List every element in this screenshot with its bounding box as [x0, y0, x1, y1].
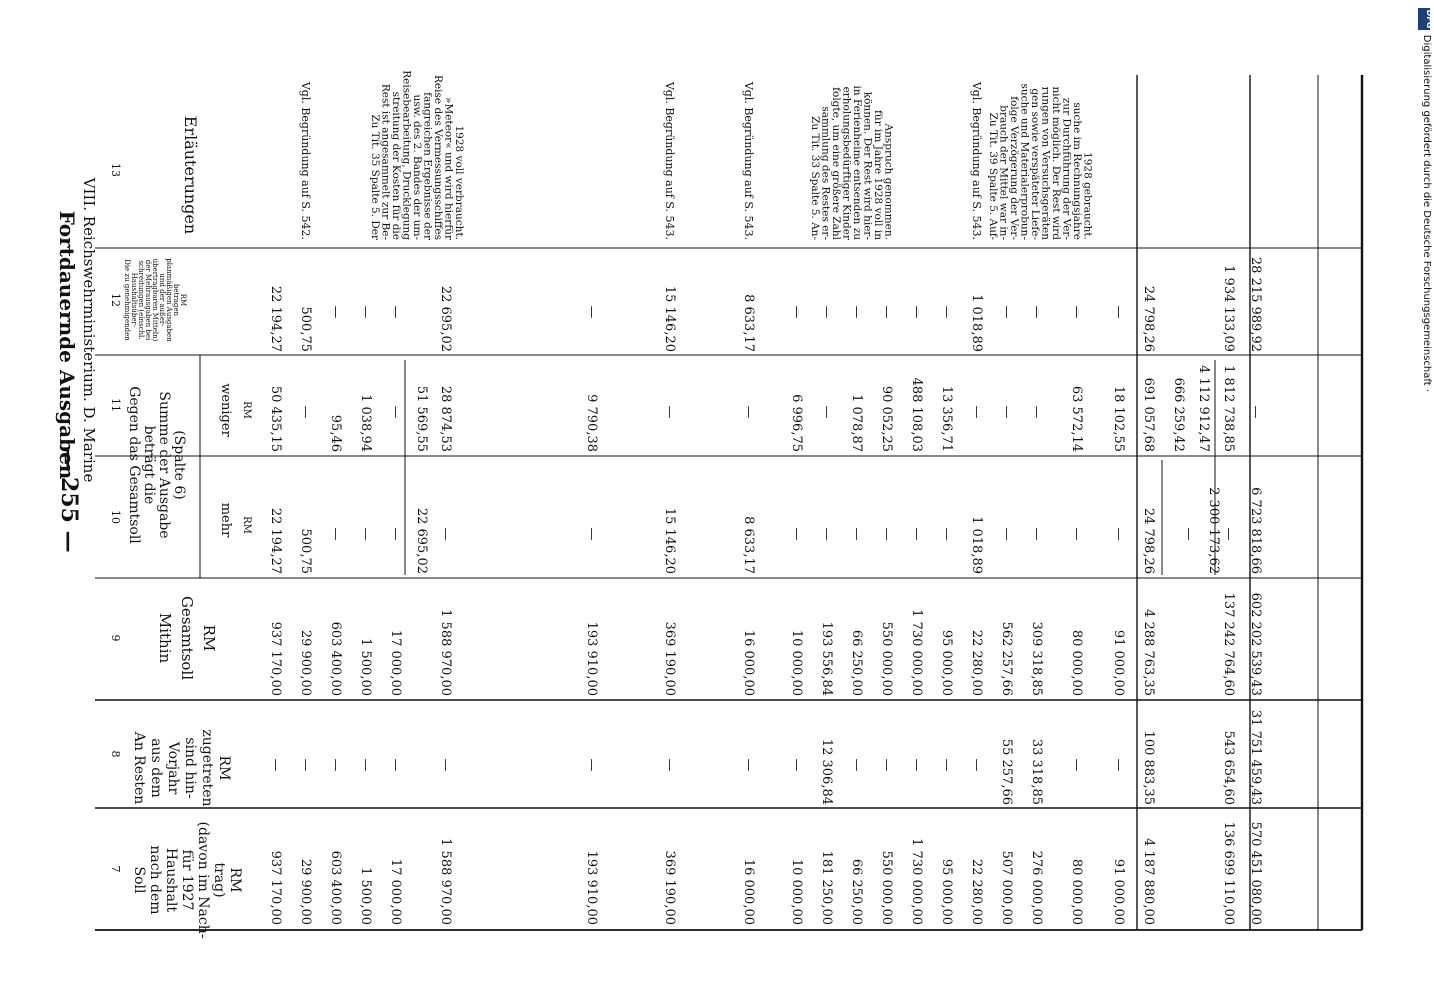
cell-soll: 66 250,00 [849, 858, 864, 925]
cell-weniger: — [388, 405, 403, 419]
row-note: Vgl. Begründung auf S. 543. [970, 81, 983, 240]
cell-reste: — [388, 758, 403, 772]
total-mehr: — [1221, 527, 1236, 541]
cell-mehr: 8 633,17 [741, 516, 756, 574]
total-soll: 4 187 880,00 [1141, 838, 1156, 925]
total-weniger: 1 812 738,85 [1221, 365, 1236, 452]
col7-header-line: Haushalt [163, 847, 179, 913]
cell-reste: — [328, 758, 343, 772]
cell-mehr: — [388, 527, 403, 541]
total-reste: 543 654,60 [1221, 730, 1236, 805]
note-tit39-line: 1928 gebraucht. [1081, 152, 1094, 240]
cell-soll: 603 400,00 [328, 850, 343, 925]
total-ueber: 24 798,26 [1141, 285, 1156, 352]
note-tit33-line: in Ferienheime entsenden zu [851, 85, 863, 240]
cell-mehr: — [849, 527, 864, 541]
cell-mehr: — [358, 527, 373, 541]
col9-header-line: Gesamtsoll [178, 595, 196, 681]
col7-header-line: nach dem [147, 845, 163, 915]
cell-gesamt: 29 900,00 [298, 629, 313, 696]
note-tit39-line: suche im Rechnungsjahre [1071, 102, 1083, 240]
cell-gesamt: 66 250,00 [849, 629, 864, 696]
cell-reste: — [879, 758, 894, 772]
cell-mehr: — [438, 527, 453, 541]
col9-header-line: RM [200, 624, 218, 652]
col8-header-line: RM [216, 755, 232, 781]
column-number: 13 [109, 163, 122, 177]
col10-header-line: beträgt die [141, 425, 157, 505]
cell-reste: — [909, 758, 924, 772]
cell-gesamt: 603 400,00 [328, 621, 343, 696]
cell-gesamt: 1 500,00 [358, 638, 373, 696]
column-number: 11 [109, 398, 122, 412]
cell-soll: 1 500,00 [358, 867, 373, 925]
cell-reste: — [741, 758, 756, 772]
note-tit33-line: für im Jahre 1928 voll in [872, 110, 884, 240]
note-tit33-line: Anspruch genommen. [882, 123, 895, 240]
cell-mehr: — [1069, 527, 1084, 541]
total-reste: 100 883,35 [1141, 730, 1156, 805]
cell-soll: 276 000,00 [1029, 850, 1044, 925]
total-ueber: 28 215 989,92 [1248, 256, 1263, 352]
cell-weniger: 50 435,15 [268, 385, 283, 452]
col12-header-line: schreitungen (einschl. [137, 260, 145, 340]
note-tit39-line: gen sowie verspäteter Liefe- [1029, 88, 1041, 240]
cell-ueber: — [1069, 305, 1084, 319]
cell-mehr: 1 018,89 [969, 516, 984, 574]
note-tit35-line: 1928 voll verbraucht. [453, 125, 465, 240]
cell-weniger: — [999, 405, 1014, 419]
col8-header-line: zugetreten [199, 729, 215, 807]
brace-mehr-total: 22 695,02 [414, 507, 429, 574]
cell-soll: 10 000,00 [789, 858, 804, 925]
total-mehr-b: 2 300 173,62 [1206, 487, 1221, 574]
cell-mehr: — [789, 527, 804, 541]
cell-mehr: — [909, 527, 924, 541]
col8-header-line: aus dem [148, 738, 164, 798]
cell-weniger: 13 356,71 [939, 385, 954, 452]
cell-reste: 33 318,85 [1029, 738, 1044, 805]
cell-soll: 1 730 000,00 [909, 838, 924, 925]
note-tit35-line: Reisebearbeitung, Drucklegung [400, 70, 413, 240]
cell-weniger: — [662, 405, 677, 419]
col10-header-line: Summe der Ausgabe [156, 391, 172, 539]
total-mehr: 24 798,26 [1141, 507, 1156, 574]
note-tit39-line: suche und Materialerprobun- [1018, 83, 1031, 240]
cell-weniger: 9 790,38 [584, 394, 599, 452]
note-tit35-line: Zu Tit. 35 Spalte 5. Der [369, 114, 381, 240]
cell-gesamt: 309 318,85 [1029, 621, 1044, 696]
cell-gesamt: 369 190,00 [662, 621, 677, 696]
total-gesamt: 4 288 763,35 [1141, 609, 1156, 696]
total-ueber: 1 934 133,09 [1221, 265, 1236, 352]
cell-ueber: 8 633,17 [741, 294, 756, 352]
cell-reste: — [298, 758, 313, 772]
cell-ueber: — [999, 305, 1014, 319]
col7-header-line: (davon im Nach- [195, 821, 211, 939]
cell-soll: 937 170,00 [268, 850, 283, 925]
cell-weniger: 90 052,25 [879, 385, 894, 452]
cell-ueber: — [1111, 305, 1126, 319]
cell-weniger: 63 572,14 [1069, 385, 1084, 452]
cell-gesamt: 80 000,00 [1069, 629, 1084, 696]
col12-header-line: planmäßigen Ausgaben [165, 258, 173, 342]
cell-reste: 55 257,66 [999, 738, 1014, 805]
col12-header-line: Haushaltsüber- [130, 272, 138, 328]
cell-gesamt: 937 170,00 [268, 621, 283, 696]
total-gesamt: 137 242 764,60 [1221, 592, 1236, 696]
cell-mehr: — [999, 527, 1014, 541]
cell-gesamt: 22 280,00 [969, 629, 984, 696]
cell-gesamt: 91 000,00 [1111, 629, 1126, 696]
total-weniger-a: 666 259,42 [1171, 377, 1186, 452]
note-tit39-line: nicht möglich. Der Rest wird [1050, 86, 1062, 240]
cell-ueber: — [909, 305, 924, 319]
col10-subheader: RM [241, 516, 252, 534]
note-tit39-line: brauch der Mittel war in- [997, 105, 1010, 240]
cell-ueber: 22 194,27 [268, 285, 283, 352]
cell-soll: 91 000,00 [1111, 858, 1126, 925]
note-tit35-line: Rest ist angesammelt zur Be- [379, 83, 392, 240]
cell-soll: 29 900,00 [298, 858, 313, 925]
sheet-heading: Fortdauernde Ausgaben [55, 210, 79, 480]
column-number: 12 [109, 293, 122, 307]
cell-mehr: — [584, 527, 599, 541]
cell-mehr: 22 194,27 [268, 507, 283, 574]
cell-soll: 507 000,00 [999, 850, 1014, 925]
cell-soll: 80 000,00 [1069, 858, 1084, 925]
column-number: 9 [109, 634, 122, 642]
cell-reste: — [969, 758, 984, 772]
total-weniger-b: 4 112 912,47 [1196, 365, 1211, 452]
note-tit39-line: rungen von Versuchsgeräten [1039, 86, 1052, 240]
sheet-subheading: VIII. Reichswehrministerium. D. Marine [80, 177, 98, 483]
cell-ueber: 1 018,89 [969, 294, 984, 352]
cell-ueber: — [939, 305, 954, 319]
cell-ueber: — [358, 305, 373, 319]
cell-soll: 369 190,00 [662, 850, 677, 925]
col10-subheader: mehr [218, 502, 233, 538]
cell-ueber: 15 146,20 [662, 285, 677, 352]
col8-header-line: sind hin- [182, 737, 198, 799]
col11-subheader: RM [241, 401, 252, 419]
cell-ueber: — [388, 305, 403, 319]
col8-header-line: Vorjahr [165, 741, 181, 795]
cell-weniger: 488 108,03 [909, 377, 924, 452]
cell-ueber: — [849, 305, 864, 319]
cell-soll: 550 000,00 [879, 850, 894, 925]
total-gesamt: 602 202 539,43 [1248, 592, 1263, 696]
cell-soll: 17 000,00 [388, 858, 403, 925]
note-tit39-line: Zu Tit. 39 Spalte 5. Auf- [987, 112, 999, 240]
cell-ueber: — [1029, 305, 1044, 319]
cell-weniger: 1 038,94 [358, 394, 373, 452]
cell-ueber: — [328, 305, 343, 319]
cell-weniger: 18 102,55 [1111, 385, 1126, 452]
cell-reste: — [849, 758, 864, 772]
col7-header-line: Soll [131, 866, 147, 894]
column-number: 8 [109, 750, 122, 758]
cell-reste: — [1069, 758, 1084, 772]
col7-header-line: für 1927 [179, 849, 195, 911]
cell-gesamt: 17 000,00 [388, 629, 403, 696]
col7-header-line: trag) [211, 862, 227, 898]
cell-weniger: — [819, 405, 834, 419]
note-tit35-line: streitung der Kosten für die [390, 91, 402, 240]
note-tit35-line: fangreichen Ergebnisse der [421, 92, 434, 240]
cell-weniger: 6 996,75 [789, 394, 804, 452]
note-tit33-line: sammlung des Restes er- [819, 106, 832, 240]
col9-header-line: Mithin [156, 612, 174, 664]
col12-header-line: übertragbaren Mitteln) [151, 258, 159, 342]
cell-ueber: — [879, 305, 894, 319]
cell-reste: — [1111, 758, 1126, 772]
column-number: 10 [109, 510, 122, 524]
cell-weniger: — [1029, 405, 1044, 419]
cell-mehr: — [1029, 527, 1044, 541]
brace-weniger-total: 51 569,55 [414, 385, 429, 452]
cell-soll: 95 000,00 [939, 858, 954, 925]
cell-ueber: 22 695,02 [438, 285, 453, 352]
note-tit35-line: »Meteor« und wird hierfür [442, 97, 455, 240]
note-tit39-line: zur Durchführung der Ver- [1060, 97, 1073, 240]
cell-soll: 22 280,00 [969, 858, 984, 925]
note-tit35-line: Reise des Vermessungsschiffes [432, 75, 444, 240]
cell-mehr: — [1111, 527, 1126, 541]
cell-reste: — [789, 758, 804, 772]
cell-reste: — [268, 758, 283, 772]
cell-reste: — [438, 758, 453, 772]
cell-gesamt: 95 000,00 [939, 629, 954, 696]
cell-weniger: 1 078,87 [849, 394, 864, 452]
cell-weniger: — [969, 405, 984, 419]
cell-mehr: — [879, 527, 894, 541]
column-number: 7 [109, 865, 122, 873]
cell-reste: 12 306,84 [819, 738, 834, 805]
col13-header: Erläuterungen [181, 115, 200, 235]
note-tit33-line: Zu Tit. 33 Spalte 5. An- [809, 116, 821, 240]
note-tit33-line: erholungsbedürftiger Kinder [840, 86, 853, 240]
col12-header-line: der Mehrausgaben bei [144, 259, 152, 341]
note-tit35-line: usw. des 2. Bandes der um- [411, 94, 423, 240]
cell-gesamt: 193 556,84 [819, 621, 834, 696]
col12-header-line: RM [179, 293, 187, 307]
dfg-logo-text: DFG [1425, 9, 1434, 29]
digitization-note: Digitalisierung gefördert durch die Deutsche Forschungsgemeinschaft · [1421, 34, 1432, 392]
cell-mehr: 500,75 [298, 528, 313, 574]
col12-header-line: betragen [172, 283, 180, 317]
col12-header-line: und der außer- [158, 273, 166, 327]
cell-gesamt: 562 257,66 [999, 621, 1014, 696]
cell-mehr: — [819, 527, 834, 541]
note-tit39-line: folge Verzögerung der Ver- [1008, 96, 1020, 240]
col7-header-line: RM [227, 867, 243, 893]
cell-weniger: 95,46 [328, 414, 343, 452]
col12-header-line: Die zu genehmigenden [123, 259, 131, 341]
total-mehr: 6 723 818,66 [1248, 487, 1263, 574]
cell-soll: 181 250,00 [819, 850, 834, 925]
cell-weniger: — [741, 405, 756, 419]
cell-ueber: — [819, 305, 834, 319]
cell-ueber: — [789, 305, 804, 319]
cell-reste: — [584, 758, 599, 772]
total-weniger: 691 057,68 [1141, 377, 1156, 452]
cell-gesamt: 193 910,00 [584, 621, 599, 696]
cell-soll: 16 000,00 [741, 858, 756, 925]
cell-reste: — [939, 758, 954, 772]
total-weniger: — [1248, 405, 1263, 419]
cell-reste: — [662, 758, 677, 772]
total-soll: 570 451 080,00 [1248, 821, 1263, 925]
cell-mehr: — [328, 527, 343, 541]
total-soll: 136 699 110,00 [1221, 821, 1236, 925]
row-note: Vgl. Begründung auf S. 542. [299, 81, 312, 240]
cell-mehr: — [939, 527, 954, 541]
cell-soll: 193 910,00 [584, 850, 599, 925]
cell-weniger: 28 874,53 [438, 385, 453, 452]
cell-mehr: 15 146,20 [662, 507, 677, 574]
col10-header-line: Gegen das Gesamtsoll [126, 386, 142, 544]
row-note: Vgl. Begründung auf S. 543. [742, 81, 755, 240]
cell-ueber: 500,75 [298, 306, 313, 352]
note-tit33-line: folgte, um eine größere Zahl [830, 87, 842, 240]
cell-weniger: — [298, 405, 313, 419]
col11-subheader: weniger [218, 383, 233, 437]
cell-gesamt: 10 000,00 [789, 629, 804, 696]
page-number: — 255 — [56, 447, 82, 553]
cell-gesamt: 550 000,00 [879, 621, 894, 696]
cell-reste: — [358, 758, 373, 772]
cell-gesamt: 16 000,00 [741, 629, 756, 696]
cell-soll: 1 588 970,00 [438, 838, 453, 925]
total-reste: 31 751 459,43 [1248, 709, 1263, 805]
col10-header-line: (Spalte 6) [171, 430, 187, 500]
row-note: Vgl. Begründung auf S. 543. [663, 81, 676, 240]
col8-header-line: An Resten [131, 731, 147, 805]
total-mehr-a: — [1181, 527, 1196, 541]
note-tit33-line: können. Der Rest wird hier- [861, 91, 874, 240]
cell-gesamt: 1 730 000,00 [909, 609, 924, 696]
cell-ueber: — [584, 305, 599, 319]
cell-gesamt: 1 588 970,00 [438, 609, 453, 696]
